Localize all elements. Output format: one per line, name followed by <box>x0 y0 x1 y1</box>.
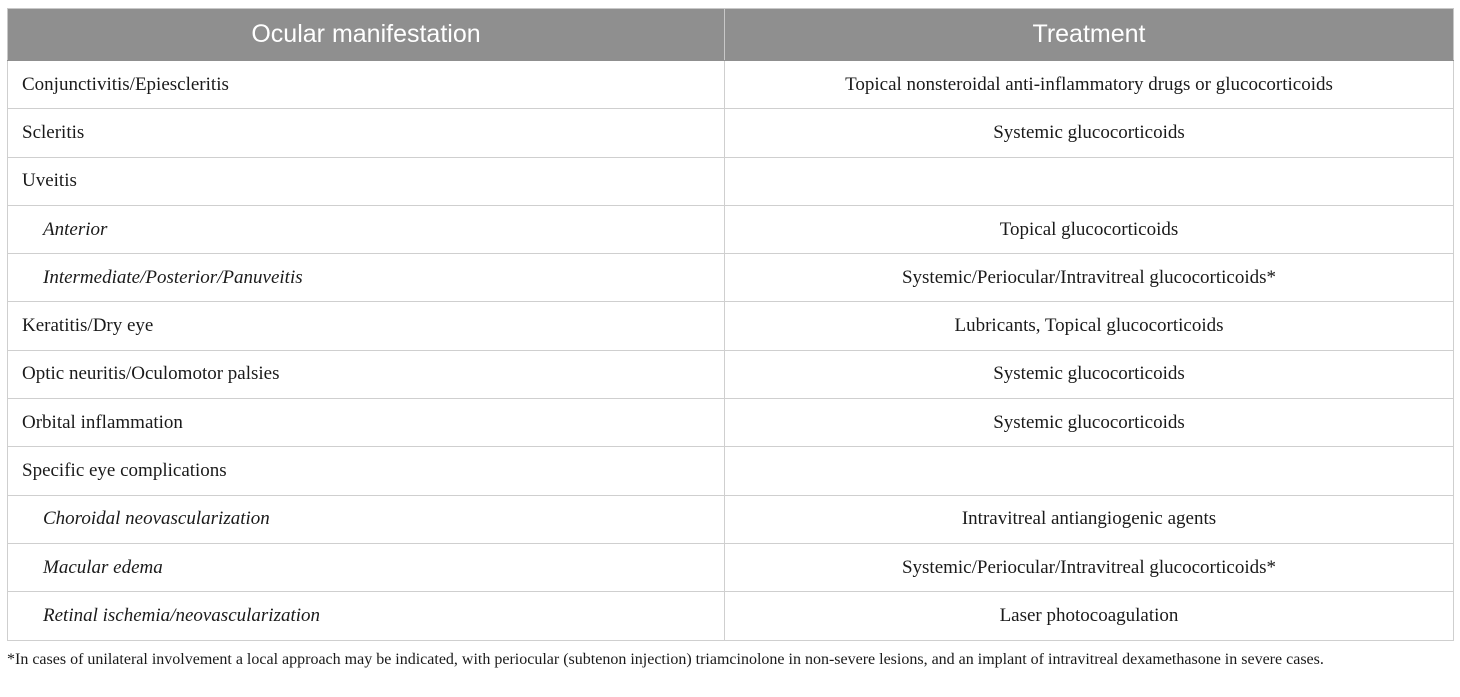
table-row <box>8 302 1454 350</box>
treatment-cell: Systemic glucocorticoids <box>725 109 1454 157</box>
table-footnote: *In cases of unilateral involvement a local approach may be indicated, with periocular (subtenon injection) triamcinolone in non-severe lesions, and an implant of intravitreal dexamethasone in severe cases. <box>7 651 1324 668</box>
table-body <box>8 61 1454 641</box>
header-row <box>8 9 1454 61</box>
treatment-cell: Intravitreal antiangiogenic agents <box>725 495 1454 543</box>
manifestation-subcell: Anterior <box>8 205 725 253</box>
treatment-cell: Lubricants, Topical glucocorticoids <box>725 302 1454 350</box>
treatment-cell: Systemic glucocorticoids <box>725 399 1454 447</box>
manifestation-cell: Keratitis/Dry eye <box>8 302 725 350</box>
table-row <box>8 543 1454 591</box>
manifestation-cell: Orbital inflammation <box>8 399 725 447</box>
table-row <box>8 254 1454 302</box>
treatment-cell <box>725 447 1454 495</box>
table-row <box>8 61 1454 109</box>
treatment-cell: Topical glucocorticoids <box>725 205 1454 253</box>
manifestation-subcell: Retinal ischemia/neovascularization <box>8 592 725 640</box>
treatment-table-container <box>7 8 1453 641</box>
treatment-cell: Topical nonsteroidal anti-inflammatory drugs or glucocorticoids <box>725 61 1454 109</box>
treatment-cell: Systemic glucocorticoids <box>725 350 1454 398</box>
table-row <box>8 109 1454 157</box>
ocular-treatment-table <box>7 8 1454 641</box>
manifestation-subcell: Macular edema <box>8 543 725 591</box>
table-row <box>8 157 1454 205</box>
treatment-cell: Systemic/Periocular/Intravitreal glucocorticoids* <box>725 543 1454 591</box>
manifestation-cell: Uveitis <box>8 157 725 205</box>
header-ocular-manifestation: Ocular manifestation <box>8 9 725 61</box>
manifestation-subcell: Choroidal neovascularization <box>8 495 725 543</box>
manifestation-cell: Scleritis <box>8 109 725 157</box>
table-row <box>8 350 1454 398</box>
table-row <box>8 399 1454 447</box>
treatment-cell: Laser photocoagulation <box>725 592 1454 640</box>
treatment-cell <box>725 157 1454 205</box>
header-treatment: Treatment <box>725 9 1454 61</box>
manifestation-cell: Specific eye complications <box>8 447 725 495</box>
manifestation-subcell: Intermediate/Posterior/Panuveitis <box>8 254 725 302</box>
table-row <box>8 205 1454 253</box>
table-row <box>8 592 1454 640</box>
treatment-cell: Systemic/Periocular/Intravitreal glucocorticoids* <box>725 254 1454 302</box>
manifestation-cell: Conjunctivitis/Epiescleritis <box>8 61 725 109</box>
table-row <box>8 447 1454 495</box>
manifestation-cell: Optic neuritis/Oculomotor palsies <box>8 350 725 398</box>
table-header <box>8 9 1454 61</box>
table-row <box>8 495 1454 543</box>
